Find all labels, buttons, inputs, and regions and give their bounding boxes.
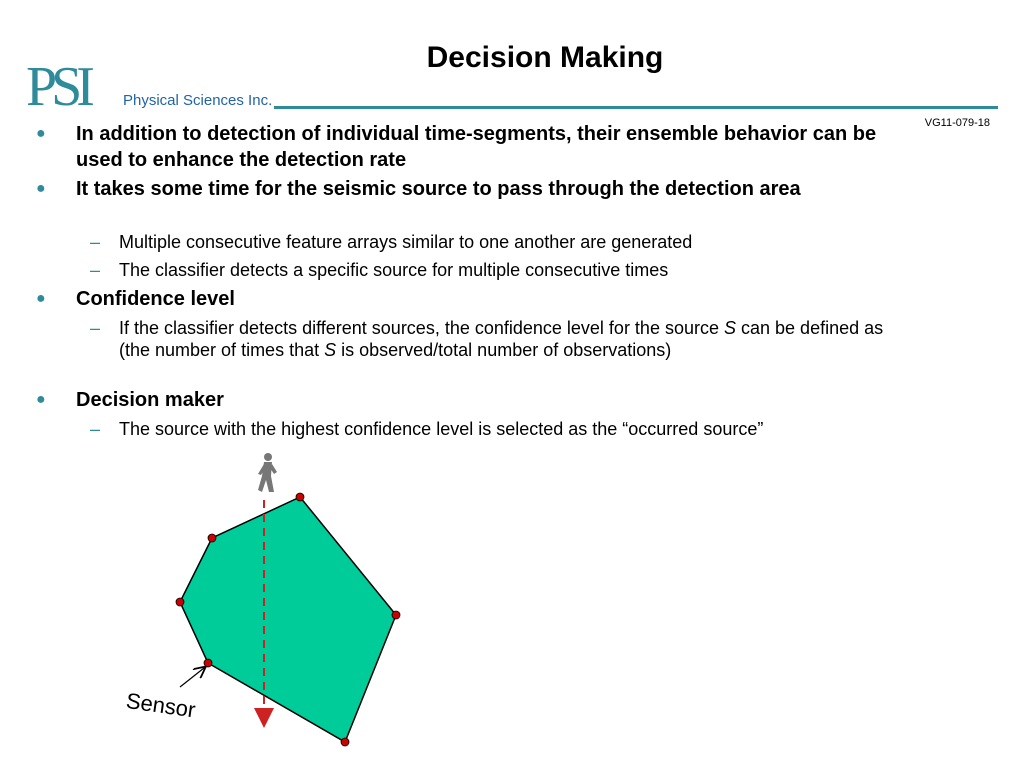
logo-letters: PSI bbox=[26, 56, 89, 118]
bullet-1: In addition to detection of individual time-segments, their ensemble behavior can be used to enhance the detection rate bbox=[76, 123, 877, 171]
dash-icon: – bbox=[90, 232, 101, 252]
sub-text-part: (the number of times that bbox=[119, 340, 325, 360]
source-variable: S bbox=[324, 340, 337, 360]
sub-text-part: If the classifier detects different sources, the confidence level for the source bbox=[119, 318, 724, 338]
bullet-icon: ● bbox=[36, 125, 46, 142]
sub-text-part: can be defined as bbox=[736, 318, 884, 338]
bullet-2-sub-2: The classifier detects a specific source for multiple consecutive times bbox=[119, 260, 669, 280]
dash-icon: – bbox=[90, 318, 101, 338]
walking-person-icon bbox=[258, 453, 277, 492]
bullet-4-sub-1: The source with the highest confidence level is selected as the “occurred source” bbox=[119, 419, 764, 439]
bullet-2-sub-1: Multiple consecutive feature arrays similar to one another are generated bbox=[119, 232, 693, 252]
bullet-icon: ● bbox=[36, 290, 46, 307]
sensor-node bbox=[208, 534, 216, 542]
sensor-node bbox=[341, 738, 349, 746]
source-variable: S bbox=[724, 318, 737, 338]
bullet-icon: ● bbox=[36, 180, 46, 197]
sensor-node bbox=[296, 493, 304, 501]
sensor-node bbox=[176, 598, 184, 606]
bullet-icon: ● bbox=[36, 391, 46, 408]
dash-icon: – bbox=[90, 419, 101, 439]
sensor-pointer-arrow bbox=[180, 668, 204, 687]
bullet-4: Decision maker bbox=[76, 389, 224, 411]
logo-company-name: Physical Sciences Inc. bbox=[123, 92, 273, 109]
document-code: VG11-079-18 bbox=[924, 117, 990, 129]
sensor-label: Sensor bbox=[124, 688, 198, 723]
bullet-3-sub-1 bbox=[119, 317, 959, 361]
sensor-node bbox=[204, 659, 212, 667]
sub-text-part: is observed/total number of observations) bbox=[336, 340, 672, 360]
sensor-node bbox=[392, 611, 400, 619]
slide-title: Decision Making bbox=[426, 41, 664, 74]
dash-icon: – bbox=[90, 260, 101, 280]
bullet-2: It takes some time for the seismic source to pass through the detection area bbox=[76, 178, 801, 200]
bullet-3: Confidence level bbox=[76, 288, 235, 310]
